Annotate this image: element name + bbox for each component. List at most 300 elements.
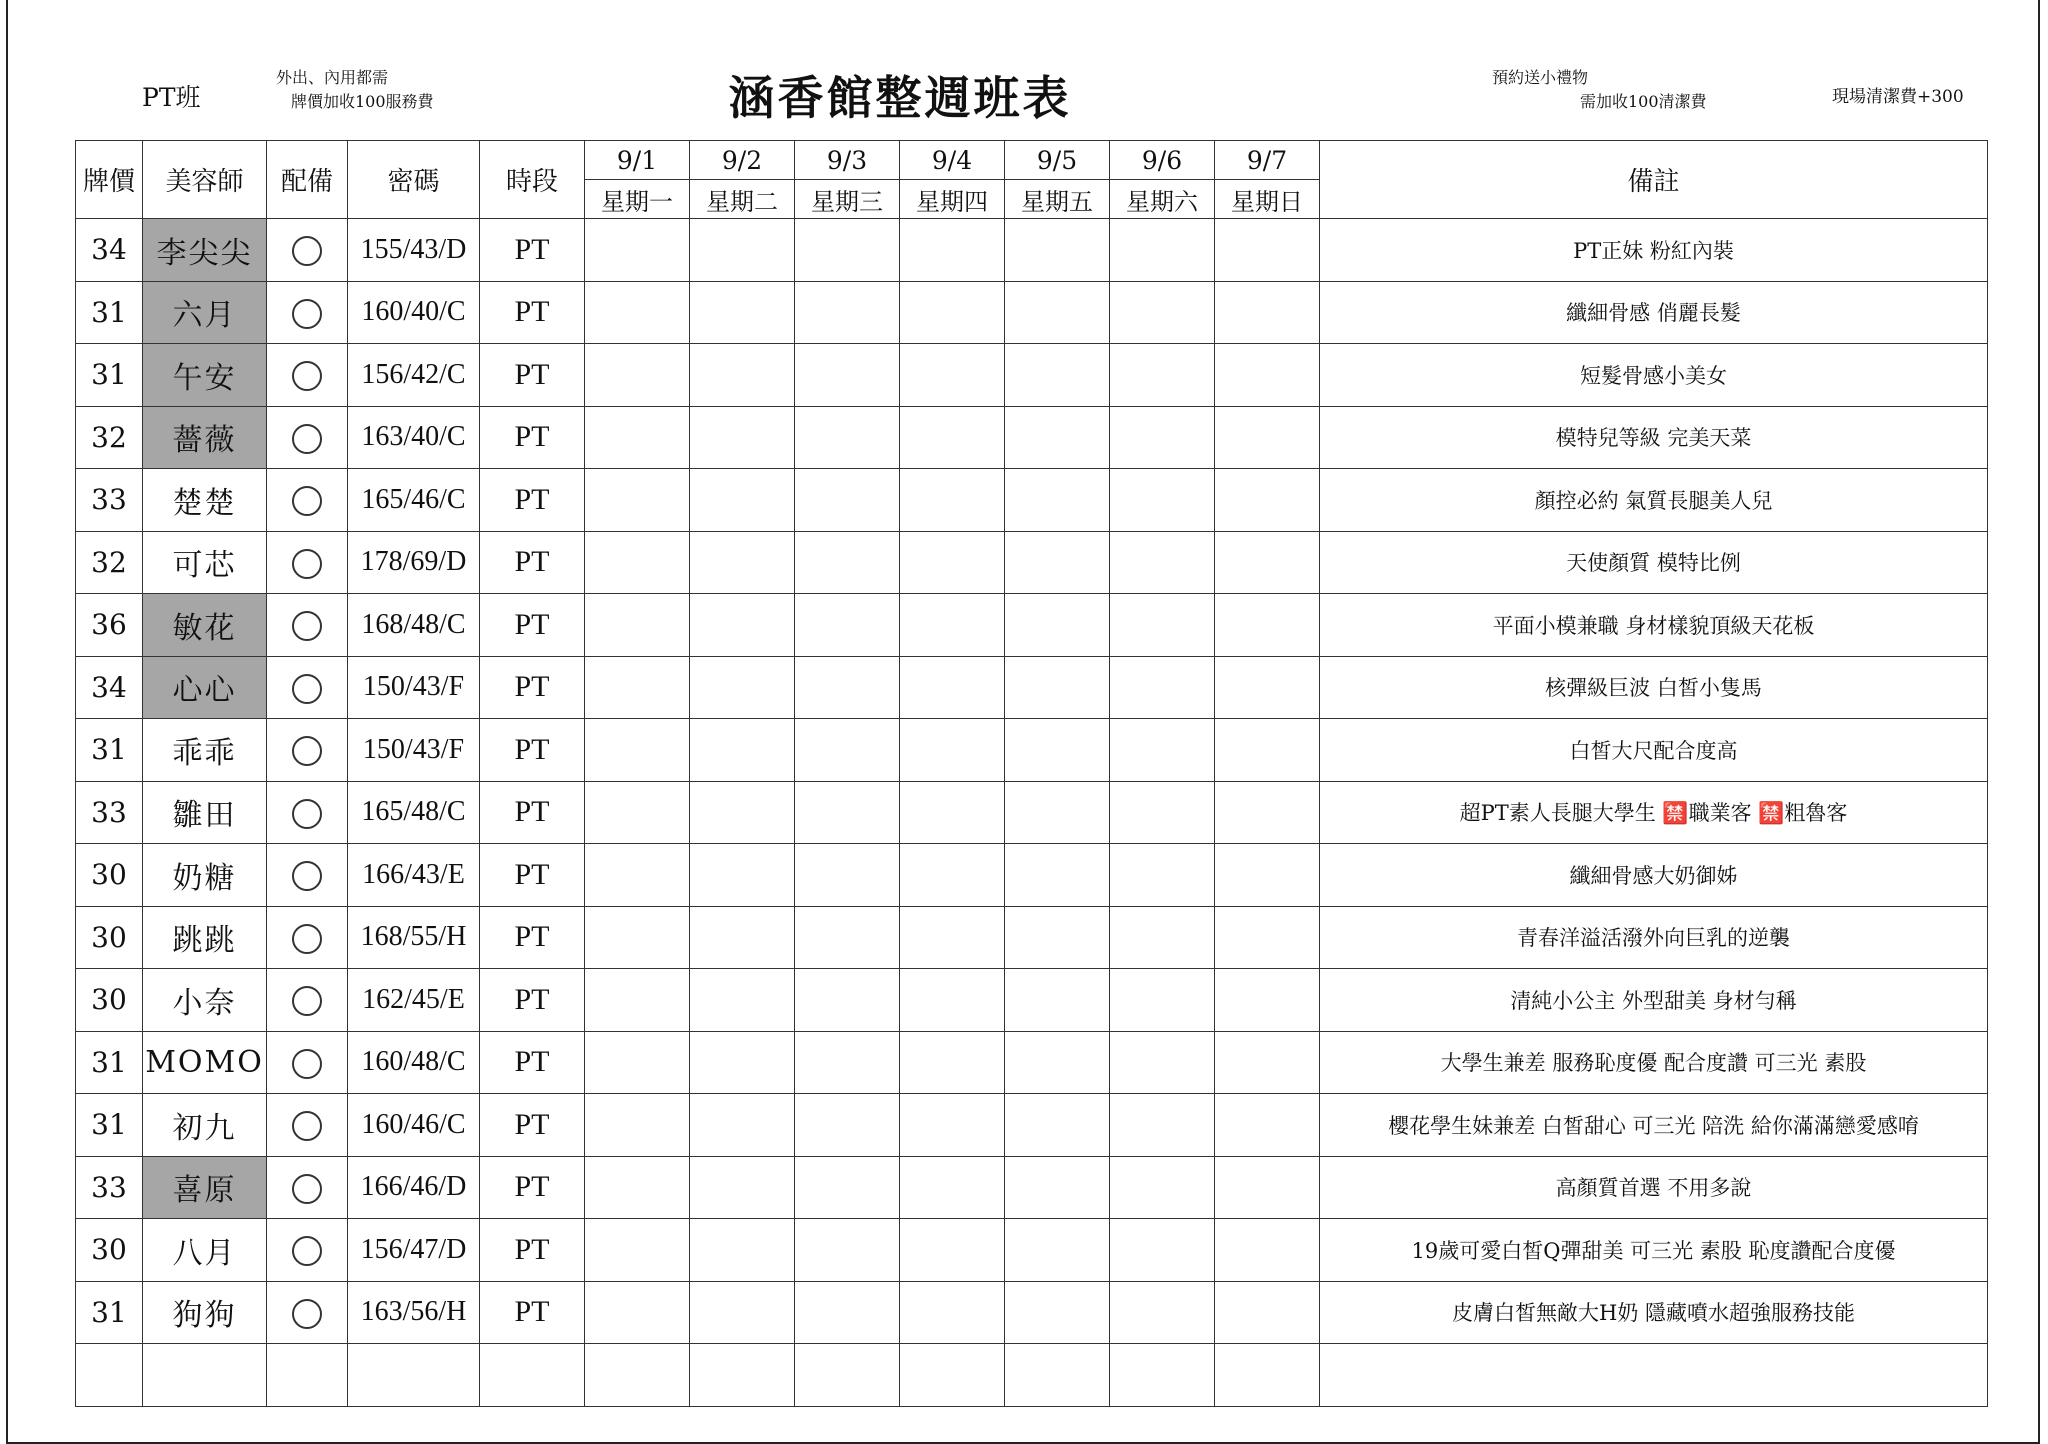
day-slot-cell[interactable]	[1005, 719, 1110, 782]
day-slot-cell[interactable]	[585, 1281, 690, 1344]
table-row	[76, 906, 1988, 969]
table-row	[76, 719, 1988, 782]
day-slot-cell[interactable]	[795, 906, 900, 969]
day-slot-cell[interactable]	[690, 1031, 795, 1094]
day-slot-cell[interactable]	[585, 594, 690, 657]
remark-cell: 高顏質首選 不用多說	[1320, 1156, 1988, 1219]
day-slot-cell[interactable]	[795, 281, 900, 344]
day-slot-cell[interactable]	[1005, 1281, 1110, 1344]
empty-cell[interactable]	[690, 1344, 795, 1407]
empty-cell[interactable]	[480, 1344, 585, 1407]
col-header-date: 9/3	[795, 141, 900, 180]
code-cell: 165/48/C	[348, 781, 480, 844]
day-slot-cell[interactable]	[690, 406, 795, 469]
beautician-name-cell: 乖乖	[143, 719, 267, 782]
table-row	[76, 844, 1988, 907]
table-row	[76, 969, 1988, 1032]
day-slot-cell[interactable]	[1110, 656, 1215, 719]
day-slot-cell[interactable]	[900, 1094, 1005, 1157]
circle-checkbox-icon[interactable]	[292, 736, 322, 766]
beautician-name-cell: MOMO	[143, 1031, 267, 1094]
day-slot-cell[interactable]	[900, 344, 1005, 407]
day-slot-cell[interactable]	[690, 1281, 795, 1344]
empty-cell[interactable]	[585, 1344, 690, 1407]
day-slot-cell[interactable]	[795, 781, 900, 844]
equip-cell	[267, 344, 348, 407]
day-slot-cell[interactable]	[1215, 1094, 1320, 1157]
beautician-name-cell: 敏花	[143, 594, 267, 657]
circle-checkbox-icon[interactable]	[292, 236, 322, 266]
day-slot-cell[interactable]	[1005, 219, 1110, 282]
shift-cell: PT	[480, 781, 585, 844]
shift-cell: PT	[480, 219, 585, 282]
circle-checkbox-icon[interactable]	[292, 299, 322, 329]
shift-cell: PT	[480, 1281, 585, 1344]
day-slot-cell[interactable]	[585, 281, 690, 344]
day-slot-cell[interactable]	[1215, 844, 1320, 907]
day-slot-cell[interactable]	[690, 656, 795, 719]
day-slot-cell[interactable]	[1110, 531, 1215, 594]
day-slot-cell[interactable]	[690, 1219, 795, 1282]
circle-checkbox-icon[interactable]	[292, 924, 322, 954]
code-cell: 155/43/D	[348, 219, 480, 282]
price-cell: 31	[76, 1031, 143, 1094]
day-slot-cell[interactable]	[1215, 594, 1320, 657]
col-header-date: 9/6	[1110, 141, 1215, 180]
remark-cell: 纖細骨感大奶御姊	[1320, 844, 1988, 907]
day-slot-cell[interactable]	[585, 1094, 690, 1157]
day-slot-cell[interactable]	[690, 219, 795, 282]
table-row	[76, 1031, 1988, 1094]
beautician-name-cell: 喜原	[143, 1156, 267, 1219]
day-slot-cell[interactable]	[1215, 719, 1320, 782]
shift-cell: PT	[480, 531, 585, 594]
shift-cell: PT	[480, 344, 585, 407]
empty-cell[interactable]	[267, 1344, 348, 1407]
equip-cell	[267, 844, 348, 907]
shift-cell: PT	[480, 719, 585, 782]
col-header-code: 密碼	[348, 141, 480, 219]
day-slot-cell[interactable]	[1110, 906, 1215, 969]
day-slot-cell[interactable]	[690, 531, 795, 594]
day-slot-cell[interactable]	[795, 469, 900, 532]
beautician-name-cell: 可芯	[143, 531, 267, 594]
beautician-name-cell: 心心	[143, 656, 267, 719]
day-slot-cell[interactable]	[1005, 906, 1110, 969]
price-cell: 31	[76, 344, 143, 407]
remark-cell: 櫻花學生妹兼差 白皙甜心 可三光 陪洗 給你滿滿戀愛感唷	[1320, 1094, 1988, 1157]
reservation-note	[1492, 66, 1707, 114]
beautician-name-cell: 楚楚	[143, 469, 267, 532]
price-cell: 30	[76, 1219, 143, 1282]
day-slot-cell[interactable]	[1215, 1031, 1320, 1094]
day-slot-cell[interactable]	[1215, 781, 1320, 844]
equip-cell	[267, 781, 348, 844]
cleaning-fee-note: 現場清潔費+300	[1832, 87, 1964, 107]
day-slot-cell[interactable]	[1005, 344, 1110, 407]
day-slot-cell[interactable]	[585, 469, 690, 532]
day-slot-cell[interactable]	[1215, 531, 1320, 594]
day-slot-cell[interactable]	[585, 656, 690, 719]
day-slot-cell[interactable]	[1215, 344, 1320, 407]
day-slot-cell[interactable]	[900, 1031, 1005, 1094]
reservation-note-line1: 預約送小禮物	[1492, 68, 1589, 87]
day-slot-cell[interactable]	[795, 531, 900, 594]
shift-cell: PT	[480, 1156, 585, 1219]
service-fee-note-line2: 牌價加收100服務費	[291, 92, 434, 111]
col-header-date: 9/5	[1005, 141, 1110, 180]
shift-cell: PT	[480, 1219, 585, 1282]
price-cell: 33	[76, 781, 143, 844]
empty-cell[interactable]	[1110, 1344, 1215, 1407]
empty-cell[interactable]	[795, 1344, 900, 1407]
day-slot-cell[interactable]	[690, 594, 795, 657]
table-row	[76, 344, 1988, 407]
equip-cell	[267, 656, 348, 719]
shift-cell: PT	[480, 406, 585, 469]
day-slot-cell[interactable]	[1110, 1094, 1215, 1157]
day-slot-cell[interactable]	[900, 844, 1005, 907]
day-slot-cell[interactable]	[900, 719, 1005, 782]
day-slot-cell[interactable]	[1110, 281, 1215, 344]
day-slot-cell[interactable]	[1110, 781, 1215, 844]
price-cell: 32	[76, 406, 143, 469]
code-cell: 150/43/F	[348, 656, 480, 719]
day-slot-cell[interactable]	[795, 1281, 900, 1344]
day-slot-cell[interactable]	[900, 1219, 1005, 1282]
shift-cell: PT	[480, 1094, 585, 1157]
code-cell: 163/56/H	[348, 1281, 480, 1344]
beautician-name-cell: 跳跳	[143, 906, 267, 969]
remark-cell: PT正妹 粉紅內裝	[1320, 219, 1988, 282]
day-slot-cell[interactable]	[1005, 781, 1110, 844]
remark-cell: 平面小模兼職 身材樣貌頂級天花板	[1320, 594, 1988, 657]
beautician-name-cell: 小奈	[143, 969, 267, 1032]
circle-checkbox-icon[interactable]	[292, 986, 322, 1016]
table-row	[76, 781, 1988, 844]
price-cell: 34	[76, 219, 143, 282]
day-slot-cell[interactable]	[1110, 594, 1215, 657]
equip-cell	[267, 219, 348, 282]
day-slot-cell[interactable]	[690, 969, 795, 1032]
remark-cell: 超PT素人長腿大學生 🈲職業客 🈲粗魯客	[1320, 781, 1988, 844]
day-slot-cell[interactable]	[900, 906, 1005, 969]
day-slot-cell[interactable]	[1110, 844, 1215, 907]
day-slot-cell[interactable]	[1005, 1094, 1110, 1157]
day-slot-cell[interactable]	[1215, 281, 1320, 344]
day-slot-cell[interactable]	[1110, 406, 1215, 469]
col-header-date: 9/2	[690, 141, 795, 180]
code-cell: 156/47/D	[348, 1219, 480, 1282]
beautician-name-cell: 八月	[143, 1219, 267, 1282]
table-row-empty	[76, 1344, 1988, 1407]
circle-checkbox-icon[interactable]	[292, 1049, 322, 1079]
day-slot-cell[interactable]	[1005, 1156, 1110, 1219]
remark-cell: 白皙大尺配合度高	[1320, 719, 1988, 782]
code-cell: 168/55/H	[348, 906, 480, 969]
circle-checkbox-icon[interactable]	[292, 361, 322, 391]
circle-checkbox-icon[interactable]	[292, 799, 322, 829]
shift-cell: PT	[480, 656, 585, 719]
price-cell: 36	[76, 594, 143, 657]
day-slot-cell[interactable]	[795, 1156, 900, 1219]
day-slot-cell[interactable]	[900, 969, 1005, 1032]
table-row	[76, 531, 1988, 594]
equip-cell	[267, 1281, 348, 1344]
equip-cell	[267, 906, 348, 969]
day-slot-cell[interactable]	[690, 469, 795, 532]
table-row	[76, 656, 1988, 719]
price-cell: 33	[76, 1156, 143, 1219]
table-row	[76, 594, 1988, 657]
day-slot-cell[interactable]	[585, 844, 690, 907]
day-slot-cell[interactable]	[1110, 219, 1215, 282]
equip-cell	[267, 281, 348, 344]
col-header-equip: 配備	[267, 141, 348, 219]
shift-cell: PT	[480, 906, 585, 969]
table-row	[76, 1156, 1988, 1219]
day-slot-cell[interactable]	[585, 1219, 690, 1282]
circle-checkbox-icon[interactable]	[292, 549, 322, 579]
circle-checkbox-icon[interactable]	[292, 1236, 322, 1266]
empty-cell[interactable]	[76, 1344, 143, 1407]
day-slot-cell[interactable]	[585, 781, 690, 844]
empty-cell[interactable]	[143, 1344, 267, 1407]
day-slot-cell[interactable]	[900, 406, 1005, 469]
code-cell: 163/40/C	[348, 406, 480, 469]
code-cell: 160/46/C	[348, 1094, 480, 1157]
col-header-weekday: 星期三	[795, 180, 900, 219]
day-slot-cell[interactable]	[1110, 1281, 1215, 1344]
beautician-name-cell: 午安	[143, 344, 267, 407]
empty-cell[interactable]	[1215, 1344, 1320, 1407]
day-slot-cell[interactable]	[900, 219, 1005, 282]
day-slot-cell[interactable]	[1215, 219, 1320, 282]
circle-checkbox-icon[interactable]	[292, 1299, 322, 1329]
day-slot-cell[interactable]	[585, 1156, 690, 1219]
day-slot-cell[interactable]	[690, 906, 795, 969]
price-cell: 31	[76, 719, 143, 782]
day-slot-cell[interactable]	[1005, 281, 1110, 344]
col-header-weekday: 星期一	[585, 180, 690, 219]
col-header-weekday: 星期二	[690, 180, 795, 219]
day-slot-cell[interactable]	[795, 594, 900, 657]
code-cell: 178/69/D	[348, 531, 480, 594]
circle-checkbox-icon[interactable]	[292, 424, 322, 454]
day-slot-cell[interactable]	[900, 594, 1005, 657]
price-cell: 34	[76, 656, 143, 719]
day-slot-cell[interactable]	[1005, 531, 1110, 594]
beautician-name-cell: 雛田	[143, 781, 267, 844]
code-cell: 162/45/E	[348, 969, 480, 1032]
day-slot-cell[interactable]	[1110, 1219, 1215, 1282]
day-slot-cell[interactable]	[690, 844, 795, 907]
day-slot-cell[interactable]	[585, 344, 690, 407]
day-slot-cell[interactable]	[1005, 469, 1110, 532]
col-header-date: 9/1	[585, 141, 690, 180]
equip-cell	[267, 594, 348, 657]
day-slot-cell[interactable]	[795, 719, 900, 782]
shift-cell: PT	[480, 1031, 585, 1094]
day-slot-cell[interactable]	[1215, 656, 1320, 719]
col-header-weekday: 星期六	[1110, 180, 1215, 219]
day-slot-cell[interactable]	[690, 719, 795, 782]
day-slot-cell[interactable]	[1215, 469, 1320, 532]
code-cell: 160/48/C	[348, 1031, 480, 1094]
day-slot-cell[interactable]	[585, 219, 690, 282]
day-slot-cell[interactable]	[1005, 656, 1110, 719]
remark-cell: 顏控必約 氣質長腿美人兒	[1320, 469, 1988, 532]
price-cell: 31	[76, 281, 143, 344]
remark-cell: 19歲可愛白皙Q彈甜美 可三光 素股 恥度讚配合度優	[1320, 1219, 1988, 1282]
day-slot-cell[interactable]	[795, 1094, 900, 1157]
code-cell: 150/43/F	[348, 719, 480, 782]
circle-checkbox-icon[interactable]	[292, 486, 322, 516]
day-slot-cell[interactable]	[1110, 719, 1215, 782]
day-slot-cell[interactable]	[1005, 594, 1110, 657]
empty-cell[interactable]	[900, 1344, 1005, 1407]
day-slot-cell[interactable]	[690, 781, 795, 844]
page-title: 涵香館整週班表	[728, 71, 1072, 125]
day-slot-cell[interactable]	[900, 1156, 1005, 1219]
remark-cell: 模特兒等級 完美天菜	[1320, 406, 1988, 469]
col-header-name: 美容師	[143, 141, 267, 219]
code-cell: 156/42/C	[348, 344, 480, 407]
col-header-shift: 時段	[480, 141, 585, 219]
day-slot-cell[interactable]	[900, 781, 1005, 844]
col-header-price: 牌價	[76, 141, 143, 219]
day-slot-cell[interactable]	[585, 906, 690, 969]
day-slot-cell[interactable]	[900, 469, 1005, 532]
day-slot-cell[interactable]	[1110, 1031, 1215, 1094]
equip-cell	[267, 469, 348, 532]
beautician-name-cell: 初九	[143, 1094, 267, 1157]
day-slot-cell[interactable]	[900, 1281, 1005, 1344]
day-slot-cell[interactable]	[1110, 969, 1215, 1032]
remark-cell: 纖細骨感 俏麗長髮	[1320, 281, 1988, 344]
day-slot-cell[interactable]	[795, 219, 900, 282]
code-cell: 165/46/C	[348, 469, 480, 532]
day-slot-cell[interactable]	[690, 1094, 795, 1157]
shift-cell: PT	[480, 469, 585, 532]
day-slot-cell[interactable]	[795, 844, 900, 907]
table-row	[76, 406, 1988, 469]
table-row	[76, 1219, 1988, 1282]
day-slot-cell[interactable]	[1005, 406, 1110, 469]
col-header-date: 9/4	[900, 141, 1005, 180]
circle-checkbox-icon[interactable]	[292, 1111, 322, 1141]
shift-cell: PT	[480, 844, 585, 907]
remark-cell: 核彈級巨波 白皙小隻馬	[1320, 656, 1988, 719]
day-slot-cell[interactable]	[1215, 406, 1320, 469]
service-fee-note-line1: 外出、內用都需	[276, 68, 389, 87]
circle-checkbox-icon[interactable]	[292, 674, 322, 704]
schedule-body	[76, 219, 1988, 1407]
empty-cell[interactable]	[1005, 1344, 1110, 1407]
code-cell: 166/43/E	[348, 844, 480, 907]
circle-checkbox-icon[interactable]	[292, 861, 322, 891]
day-slot-cell[interactable]	[795, 1031, 900, 1094]
day-slot-cell[interactable]	[1110, 344, 1215, 407]
beautician-name-cell: 六月	[143, 281, 267, 344]
day-slot-cell[interactable]	[585, 1031, 690, 1094]
day-slot-cell[interactable]	[1215, 906, 1320, 969]
table-row	[76, 219, 1988, 282]
shift-class-label: PT班	[142, 83, 201, 112]
day-slot-cell[interactable]	[690, 1156, 795, 1219]
circle-checkbox-icon[interactable]	[292, 1174, 322, 1204]
day-slot-cell[interactable]	[1215, 1219, 1320, 1282]
empty-cell[interactable]	[1320, 1344, 1988, 1407]
day-slot-cell[interactable]	[690, 281, 795, 344]
day-slot-cell[interactable]	[1215, 969, 1320, 1032]
table-row	[76, 1094, 1988, 1157]
table-row	[76, 469, 1988, 532]
day-slot-cell[interactable]	[1005, 844, 1110, 907]
day-slot-cell[interactable]	[795, 1219, 900, 1282]
col-header-date: 9/7	[1215, 141, 1320, 180]
day-slot-cell[interactable]	[1005, 1031, 1110, 1094]
day-slot-cell[interactable]	[1110, 469, 1215, 532]
code-cell: 160/40/C	[348, 281, 480, 344]
day-slot-cell[interactable]	[795, 969, 900, 1032]
price-cell: 30	[76, 844, 143, 907]
day-slot-cell[interactable]	[1215, 1156, 1320, 1219]
col-header-weekday: 星期日	[1215, 180, 1320, 219]
day-slot-cell[interactable]	[585, 406, 690, 469]
beautician-name-cell: 李尖尖	[143, 219, 267, 282]
col-header-remark: 備註	[1320, 141, 1988, 219]
equip-cell	[267, 1156, 348, 1219]
remark-cell: 青春洋溢活潑外向巨乳的逆襲	[1320, 906, 1988, 969]
equip-cell	[267, 1219, 348, 1282]
day-slot-cell[interactable]	[585, 719, 690, 782]
day-slot-cell[interactable]	[795, 656, 900, 719]
day-slot-cell[interactable]	[795, 406, 900, 469]
schedule-table	[75, 140, 1988, 1407]
price-cell: 32	[76, 531, 143, 594]
col-header-weekday: 星期五	[1005, 180, 1110, 219]
price-cell: 30	[76, 906, 143, 969]
equip-cell	[267, 719, 348, 782]
circle-checkbox-icon[interactable]	[292, 611, 322, 641]
empty-cell[interactable]	[348, 1344, 480, 1407]
day-slot-cell[interactable]	[900, 281, 1005, 344]
remark-cell: 清純小公主 外型甜美 身材勻稱	[1320, 969, 1988, 1032]
day-slot-cell[interactable]	[1005, 1219, 1110, 1282]
day-slot-cell[interactable]	[690, 344, 795, 407]
day-slot-cell[interactable]	[900, 531, 1005, 594]
price-cell: 31	[76, 1281, 143, 1344]
shift-cell: PT	[480, 594, 585, 657]
day-slot-cell[interactable]	[795, 344, 900, 407]
day-slot-cell[interactable]	[585, 969, 690, 1032]
remark-cell: 皮膚白皙無敵大H奶 隱藏噴水超強服務技能	[1320, 1281, 1988, 1344]
price-cell: 31	[76, 1094, 143, 1157]
day-slot-cell[interactable]	[585, 531, 690, 594]
day-slot-cell[interactable]	[900, 656, 1005, 719]
day-slot-cell[interactable]	[1215, 1281, 1320, 1344]
table-row	[76, 1281, 1988, 1344]
equip-cell	[267, 406, 348, 469]
beautician-name-cell: 奶糖	[143, 844, 267, 907]
table-row	[76, 281, 1988, 344]
day-slot-cell[interactable]	[1110, 1156, 1215, 1219]
remark-cell: 天使顏質 模特比例	[1320, 531, 1988, 594]
beautician-name-cell: 薔薇	[143, 406, 267, 469]
beautician-name-cell: 狗狗	[143, 1281, 267, 1344]
day-slot-cell[interactable]	[1005, 969, 1110, 1032]
